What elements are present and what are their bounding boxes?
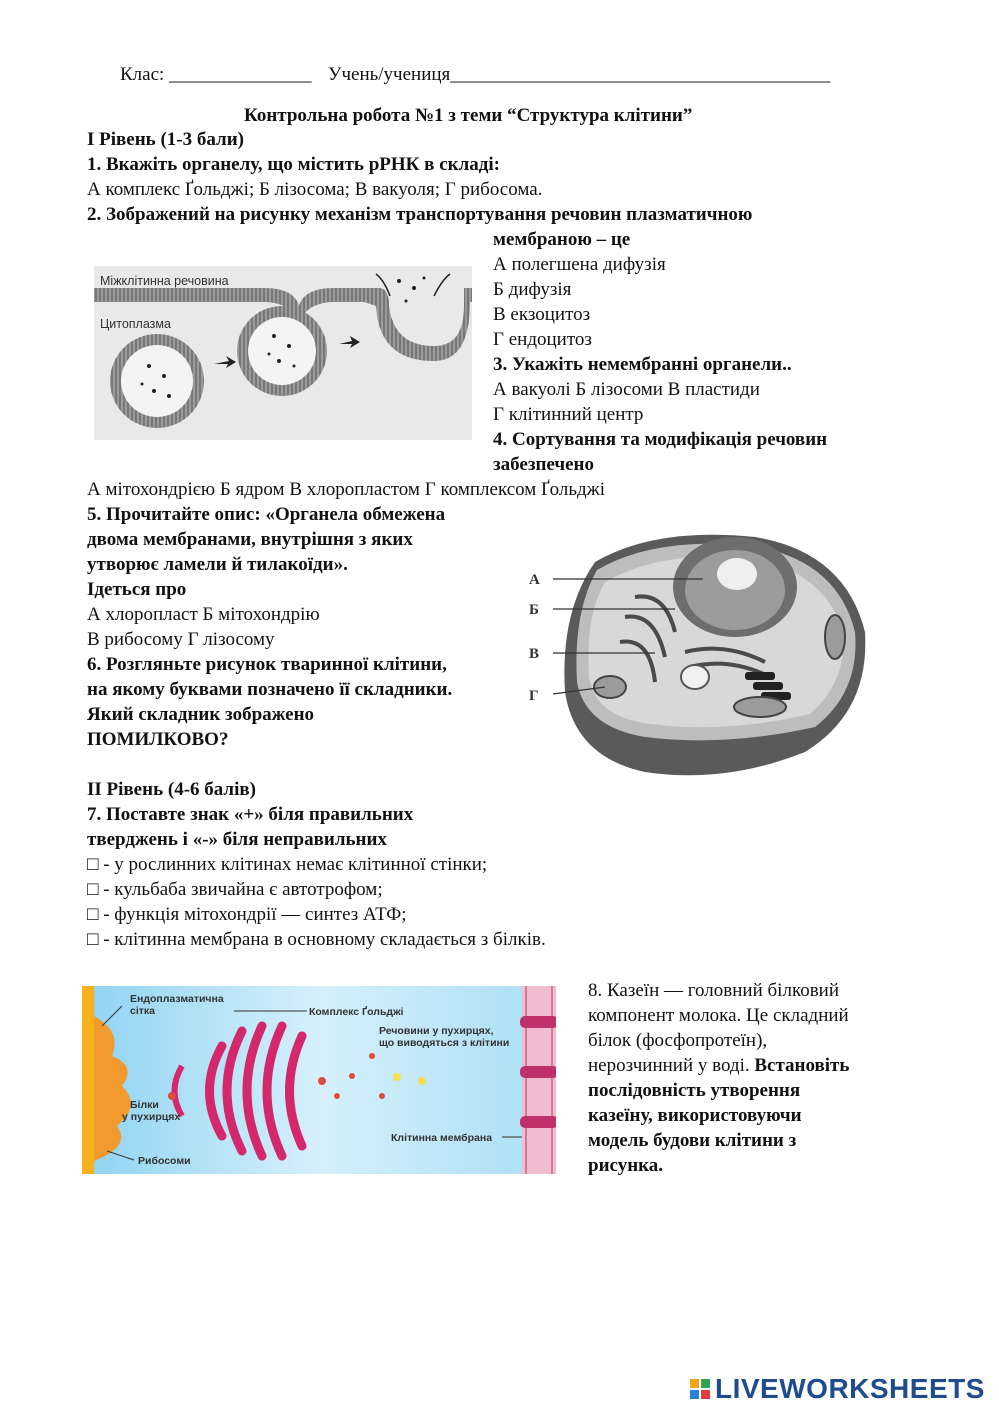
cell-label-c: В	[529, 646, 540, 662]
liveworksheets-logo[interactable]	[690, 1373, 985, 1405]
level-1-heading: І Рівень (1-3 бали)	[87, 129, 244, 150]
secretion-figure	[82, 986, 556, 1174]
q8-line-4-text: нерозчинний у воді.	[588, 1055, 750, 1076]
q2-question-cont: мембраною – це	[493, 229, 631, 250]
q6-line-2: на якому буквами позначено її складники.	[87, 679, 453, 700]
q5-line-3: утворює ламели й тилакоїди».	[87, 554, 348, 575]
q8-line-2: компонент молока. Це складний	[588, 1005, 849, 1026]
q6-line-4: ПОМИЛКОВО?	[87, 729, 229, 750]
q3-question: 3. Укажіть немембранні органели..	[493, 354, 792, 375]
q4-question: 4. Сортування та модифікація речовин	[493, 429, 828, 450]
q5-options-1: А хлоропласт Б мітохондрію	[87, 604, 320, 625]
q5-line-2: двома мембранами, внутрішня з яких	[87, 529, 413, 550]
cell-label-b: Б	[529, 602, 539, 618]
q2-option-d: Г ендоцитоз	[493, 329, 592, 350]
page-title: Контрольна робота №1 з теми “Структура клітини”	[244, 105, 693, 126]
q8-bold-line-1: послідовність утворення	[588, 1080, 801, 1101]
fig8-label-vesicles-1: Речовини у пухирцях,	[379, 1025, 494, 1037]
logo-cubes-icon	[690, 1379, 710, 1399]
cell-label-d: Г	[529, 688, 539, 704]
q7-question: 7. Поставте знак «+» біля правильних	[87, 804, 414, 825]
q8-bold-line-2: казеїну, використовуючи	[588, 1105, 802, 1126]
q8-line-3: білок (фосфопротеїн),	[588, 1030, 768, 1051]
endocytosis-figure	[94, 266, 472, 440]
fig8-label-ribosomes: Рибосоми	[138, 1155, 191, 1167]
q8-bold-line-4: рисунка.	[588, 1155, 664, 1176]
fig8-label-golgi: Комплекс Ґольджі	[309, 1006, 404, 1018]
q7-statement-2[interactable]: □ - кульбаба звичайна є автотрофом;	[87, 879, 383, 900]
fig8-label-proteins-1: Білки	[130, 1099, 159, 1111]
q2-option-a: А полегшена дифузія	[493, 254, 666, 275]
q7-statement-3[interactable]: □ - функція мітохондрії — синтез АТФ;	[87, 904, 407, 925]
q8-line-4	[588, 1053, 849, 1078]
q7-statement-1[interactable]: □ - у рослинних клітинах немає клітинної стінки;	[87, 854, 488, 875]
q6-line-1: 6. Розгляньте рисунок тваринної клітини,	[87, 654, 447, 675]
fig8-label-membrane: Клітинна мембрана	[391, 1132, 493, 1144]
q2-question: 2. Зображений на рисунку механізм транспортування речовин плазматичною	[87, 204, 753, 225]
q8-bold-line-3: модель будови клітини з	[588, 1130, 797, 1151]
student-field[interactable]: Учень/учениця________________________________________	[328, 64, 831, 85]
q5-line-1: 5. Прочитайте опис: «Органела обмежена	[87, 504, 446, 525]
q5-options-2: В рибосому Г лізосому	[87, 629, 275, 650]
animal-cell-figure	[525, 522, 875, 784]
q5-line-4: Ідеться про	[87, 579, 187, 600]
q1-question: 1. Вкажіть органелу, що містить рРНК в складі:	[87, 154, 500, 175]
fig8-label-er-2: сітка	[130, 1005, 155, 1017]
q8-line-1: 8. Казеїн — головний білковий	[588, 980, 840, 1001]
level-2-heading: ІІ Рівень (4-6 балів)	[87, 779, 256, 800]
q4-question-cont: забезпечено	[493, 454, 594, 475]
q2-option-b: Б дифузія	[493, 279, 572, 300]
figure-label-extracellular: Міжклітинна речовина	[100, 274, 229, 288]
q7-question-cont: тверджень і «-» біля неправильних	[87, 829, 387, 850]
q8-bold-tail: Встановіть	[754, 1055, 850, 1076]
fig8-label-proteins-2: у пухирцях	[122, 1111, 181, 1123]
class-field[interactable]: Клас: _______________	[120, 64, 312, 85]
fig8-label-er-1: Ендоплазматична	[130, 993, 224, 1005]
q7-statement-4[interactable]: □ - клітинна мембрана в основному складається з білків.	[87, 929, 546, 950]
q6-line-3: Який складник зображено	[87, 704, 315, 725]
logo-text: LIVEWORKSHEETS	[715, 1373, 985, 1404]
figure-label-cytoplasm: Цитоплазма	[100, 317, 171, 331]
q3-options-2: Г клітинний центр	[493, 404, 644, 425]
cell-label-a: А	[529, 572, 540, 588]
fig8-label-vesicles-2: що виводяться з клітини	[379, 1037, 510, 1049]
q3-options-1: А вакуолі Б лізосоми В пластиди	[493, 379, 760, 400]
q1-options: А комплекс Ґольджі; Б лізосома; В вакуоля; Г рибосома.	[87, 179, 543, 200]
q4-options: А мітохондрією Б ядром В хлоропластом Г комплексом Ґольджі	[87, 479, 606, 500]
q2-option-c: В екзоцитоз	[493, 304, 591, 325]
